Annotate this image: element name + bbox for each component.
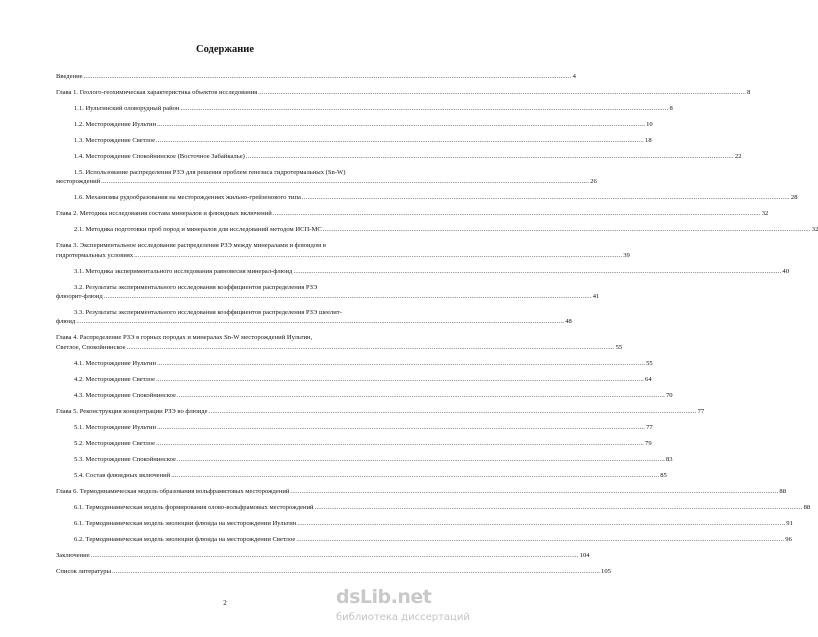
toc-entry-text: Глава 6. Термодинамическая модель образования вольфрамитовых месторождений [56, 487, 290, 495]
page-title: Содержание [196, 44, 254, 55]
toc-entry-page: 10 [646, 120, 653, 128]
toc-leader-dots [180, 104, 668, 113]
toc-leader-dots [156, 136, 644, 145]
toc-entry [56, 439, 652, 448]
toc-entry-page: 32 [811, 226, 818, 234]
toc-entry-page: 8 [669, 104, 673, 112]
toc-entry-text: Глава 2. Методика исследования состава минералов и флюидных включений [56, 210, 272, 218]
toc-entry [56, 136, 652, 145]
toc-entry [56, 267, 790, 276]
toc-entry [56, 317, 572, 326]
toc-entry-text: 1.5. Использование распределения РЗЭ для решения проблем генезиса гидротермальных (Sn-W) [74, 168, 346, 176]
watermark [336, 586, 470, 634]
watermark-subtitle: библиотека диссертаций [336, 612, 470, 623]
toc-entry [56, 471, 667, 480]
toc-entry [56, 251, 630, 260]
toc-leader-dots [127, 343, 615, 352]
toc-entry [56, 193, 798, 202]
toc-entry-text: Глава 3. Экспериментальное исследование распределения РЗЭ между минералами и флюидом в [56, 242, 326, 250]
toc-entry-text: Глава 1. Геолого-геохимическая характеристика объектов исследования [56, 88, 258, 96]
toc-leader-dots [157, 120, 645, 129]
toc-leader-dots [290, 487, 778, 496]
toc-entry-text: Введение [56, 73, 83, 80]
toc-leader-dots [177, 391, 665, 400]
toc-entry-page: 91 [786, 519, 793, 527]
toc-entry [56, 308, 418, 317]
toc-entry-text: Светлое, Спокойнинское [56, 343, 126, 351]
toc-entry-text: 4.3. Месторождение Спокойнинское [74, 391, 176, 399]
toc-leader-dots [104, 292, 592, 301]
toc-entry [56, 503, 811, 512]
toc-entry-text: 3.2. Результаты экспериментального исследования коэффициентов распределения РЗЭ [74, 283, 318, 291]
toc-entry-text: месторождений [56, 178, 101, 186]
toc-entry-page: 55 [615, 343, 623, 351]
toc-entry-page: 88 [779, 487, 787, 495]
toc-entry [56, 241, 418, 250]
toc-entry [56, 225, 818, 234]
toc-entry-page: 104 [579, 551, 590, 559]
toc-entry [56, 120, 653, 129]
toc-entry-page: 105 [601, 567, 611, 575]
toc-entry [56, 391, 673, 400]
toc-entry-page: 40 [782, 267, 790, 275]
toc-entry-text: гидротермальных условиях [56, 251, 134, 259]
toc-entry-text: 3.1. Методика экспериментального исследования равновесия минерал-флюид [74, 267, 293, 275]
toc-entry [56, 535, 792, 544]
toc-entry-text: 5.4. Состав флюидных включений [74, 471, 171, 479]
toc-entry-text: 2.1. Методика подготовки проб пород и минералов для исследований методом ИСП-МС [74, 226, 322, 234]
toc-entry-text: 5.3. Месторождение Спокойнинское [74, 455, 176, 463]
toc-leader-dots [156, 439, 644, 448]
toc-entry-page: 83 [665, 455, 673, 463]
toc-entry-text: флюид [56, 318, 76, 326]
toc-entry [56, 168, 418, 177]
toc-leader-dots [293, 267, 781, 276]
toc-entry-page: 8 [747, 88, 751, 96]
toc-entry-page: 28 [790, 194, 798, 202]
toc-entry [56, 567, 611, 576]
toc-entry-page: 55 [646, 359, 653, 367]
toc-entry-text: 4.1. Месторождение Иультин [74, 359, 157, 367]
toc-entry [56, 104, 673, 113]
toc-entry-page: 18 [645, 136, 652, 144]
toc-entry-text: 5.2. Месторождение Светлое [74, 439, 156, 447]
toc-entry-page: 41 [592, 292, 600, 300]
toc-entry-text: Глава 4. Распределение РЗЭ в горных породах и минералах Sn-W месторождений Иультин, [56, 334, 313, 342]
toc-entry-page: 79 [645, 439, 652, 447]
toc-leader-dots [297, 519, 785, 528]
toc-entry-text: 6.2. Термодинамическая модель эволюции флюида на месторождении Светлое [74, 535, 296, 543]
toc-entry-page: 96 [785, 535, 792, 543]
toc-entry [56, 72, 576, 81]
toc-leader-dots [134, 251, 622, 260]
toc-entry-text: 3.3. Результаты экспериментального исследования коэффициентов распределения РЗЭ шеелит- [74, 308, 342, 316]
toc-leader-dots [246, 152, 734, 161]
toc-entry-page: 26 [590, 178, 597, 186]
toc-entry-page: 32 [761, 210, 769, 218]
toc-leader-dots [323, 225, 811, 234]
toc-entry-page: 64 [645, 375, 652, 383]
toc-leader-dots [76, 317, 564, 326]
toc-leader-dots [296, 535, 784, 544]
toc-entry-page: 70 [665, 391, 673, 399]
toc-leader-dots [84, 72, 572, 81]
toc-leader-dots [157, 359, 645, 368]
toc-entry-text: 1.1. Иультинский оловорудный район [74, 104, 180, 112]
toc-entry [56, 359, 653, 368]
toc-entry [56, 455, 673, 464]
toc-leader-dots [302, 193, 790, 202]
toc-leader-dots [101, 177, 589, 186]
toc-entry-text: 6.1. Термодинамическая модель формирования олово-вольфрамовых месторождений [74, 503, 314, 511]
toc-leader-dots [171, 471, 659, 480]
toc-leader-dots [156, 375, 644, 384]
toc-entry [56, 551, 590, 560]
toc-entry-page: 48 [565, 318, 572, 326]
toc-leader-dots [91, 551, 579, 560]
toc-leader-dots [273, 209, 761, 218]
toc-entry-text: 1.6. Механизмы рудообразования на месторождениях жильно-грейзенового типа [74, 194, 301, 202]
toc-leader-dots [157, 423, 645, 432]
toc-entry-text: Заключение [56, 551, 90, 559]
toc-leader-dots [112, 567, 600, 576]
toc-entry-page: 4 [572, 73, 576, 80]
toc-leader-dots [315, 503, 803, 512]
toc-entry [56, 333, 418, 342]
page-number: 2 [223, 599, 227, 607]
toc-entry-page: 77 [646, 423, 653, 431]
toc-entry-page: 85 [660, 471, 667, 479]
toc-leader-dots [209, 407, 697, 416]
toc-entry [56, 487, 787, 496]
toc-entry-page: 22 [734, 152, 742, 160]
table-of-contents [56, 72, 818, 576]
toc-entry-text: 4.2. Месторождение Светлое [74, 375, 156, 383]
toc-entry [56, 407, 705, 416]
toc-entry [56, 343, 623, 352]
toc-entry-page: 39 [623, 251, 630, 259]
watermark-logo: dsLib.net [336, 586, 432, 608]
toc-entry [56, 152, 742, 161]
toc-entry-page: 77 [697, 407, 705, 415]
toc-entry-page: 88 [803, 503, 811, 511]
toc-entry-text: флюорит-флюид [56, 292, 103, 300]
toc-entry-text: Глава 5. Реконструкция концентрации РЗЭ во флюиде [56, 407, 208, 415]
toc-leader-dots [177, 455, 665, 464]
toc-entry [56, 375, 652, 384]
toc-entry [56, 177, 597, 186]
toc-entry-text: 1.4. Месторождение Спокойнинское (Восточное Забайкалье) [74, 152, 245, 160]
toc-entry [56, 283, 418, 292]
toc-entry [56, 519, 793, 528]
toc-entry [56, 423, 653, 432]
toc-entry-text: 6.1. Термодинамическая модель эволюции флюида на месторождении Иультин [74, 519, 297, 527]
toc-entry-text: 1.2. Месторождение Иультин [74, 120, 157, 128]
toc-entry [56, 292, 600, 301]
toc-entry [56, 88, 751, 97]
toc-leader-dots [258, 88, 746, 97]
toc-entry [56, 209, 769, 218]
toc-entry-text: Список литературы [56, 567, 112, 575]
toc-entry-text: 1.3. Месторождение Светлое [74, 136, 156, 144]
toc-entry-text: 5.1. Месторождение Иультин [74, 423, 157, 431]
